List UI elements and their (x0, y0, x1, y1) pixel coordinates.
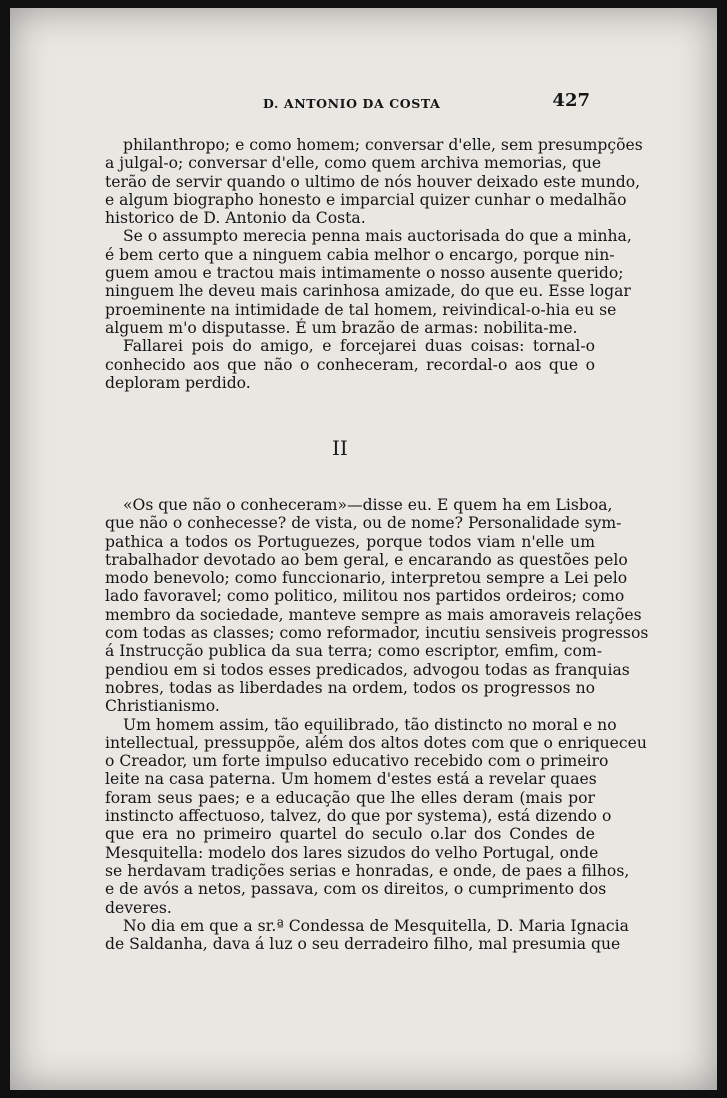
text-line: membro da sociedade, manteve sempre as mais amoraveis relações (105, 605, 642, 624)
text-line: que era no primeiro quartel do seculo o.lar dos Condes de (105, 825, 595, 844)
paragraph (105, 227, 632, 337)
section-numeral: II (332, 436, 348, 460)
text-line: lado favoravel; como politico, militou nos partidos ordeiros; como (105, 587, 625, 606)
text-line: á Instrucção publica da sua terra; como escriptor, emfim, com- (105, 642, 602, 661)
running-title: D. ANTONIO DA COSTA (263, 96, 441, 111)
text-line: conhecido aos que não o conheceram, recordal-o aos que o (105, 355, 595, 374)
text-line: é bem certo que a ninguem cabia melhor o encargo, porque nin- (105, 245, 615, 264)
text-line: No dia em que a sr.ª Condessa de Mesquitella, D. Maria Ignacia (123, 916, 629, 935)
text-line: instincto affectuoso, talvez, do que por systema), está dizendo o (105, 807, 612, 826)
book-page (10, 8, 717, 1090)
paragraph (105, 916, 629, 954)
text-line: Se o assumpto merecia penna mais auctorisada do que a minha, (123, 227, 632, 246)
paragraph (105, 136, 643, 228)
text-line: Mesquitella: modelo dos lares sizudos do velho Portugal, onde (105, 843, 599, 862)
page-number: 427 (552, 90, 590, 111)
text-line: deveres. (105, 898, 172, 917)
text-line: intellectual, pressuppõe, além dos altos dotes com que o enriqueceu (105, 733, 647, 752)
running-head (115, 90, 600, 114)
text-line: e algum biographo honesto e imparcial quizer cunhar o medalhão (105, 190, 627, 209)
text-line: proeminente na intimidade de tal homem, reivindical-o-hia eu se (105, 300, 617, 319)
text-line: a julgal-o; conversar d'elle, como quem archiva memorias, que (105, 154, 602, 173)
text-line: deploram perdido. (105, 373, 251, 392)
text-line: terão de servir quando o ultimo de nós houver deixado este mundo, (105, 172, 641, 191)
text-block-bottom (105, 496, 649, 954)
text-line: modo benevolo; como funccionario, interpretou sempre a Lei pelo (105, 569, 628, 588)
text-line: e de avós a netos, passava, com os direitos, o cumprimento dos (105, 880, 607, 899)
text-block-top (105, 136, 643, 392)
text-line: philanthropo; e como homem; conversar d'elle, sem presumpções (123, 136, 643, 154)
text-line: «Os que não o conheceram»—disse eu. E quem ha em Lisboa, (123, 496, 613, 514)
text-line: nobres, todas as liberdades na ordem, todos os progressos no (105, 678, 595, 697)
paragraph (105, 496, 649, 716)
text-line: de Saldanha, dava á luz o seu derradeiro filho, mal presumia que (105, 935, 621, 954)
text-line: ninguem lhe deveu mais carinhosa amizade, do que eu. Esse logar (105, 282, 631, 301)
text-line: trabalhador devotado ao bem geral, e encarando as questões pelo (105, 550, 628, 569)
text-line: alguem m'o disputasse. É um brazão de armas: nobilita-me. (105, 318, 578, 337)
text-line: leite na casa paterna. Um homem d'estes está a revelar quaes (105, 770, 597, 789)
text-line: foram seus paes; e a educação que lhe elles deram (mais por (105, 788, 595, 807)
text-line: historico de D. Antonio da Costa. (105, 209, 366, 228)
paragraph (105, 715, 647, 917)
text-line: o Creador, um forte impulso educativo recebido com o primeiro (105, 752, 609, 771)
text-line: guem amou e tractou mais intimamente o nosso ausente querido; (105, 264, 624, 283)
text-line: Fallarei pois do amigo, e forcejarei duas coisas: tornal-o (123, 337, 595, 356)
text-line: pendiou em si todos esses predicados, advogou todas as franquias (105, 660, 630, 679)
text-line: com todas as classes; como reformador, incutiu sensiveis progressos (105, 624, 649, 643)
text-line: Christianismo. (105, 697, 220, 716)
text-line: pathica a todos os Portuguezes, porque todos viam n'elle um (105, 532, 595, 551)
paragraph (105, 337, 595, 392)
text-line: que não o conhecesse? de vista, ou de nome? Personalidade sym- (105, 514, 622, 533)
text-line: se herdavam tradições serias e honradas, e onde, de paes a filhos, (105, 861, 630, 880)
text-line: Um homem assim, tão equilibrado, tão distincto no moral e no (123, 715, 617, 734)
